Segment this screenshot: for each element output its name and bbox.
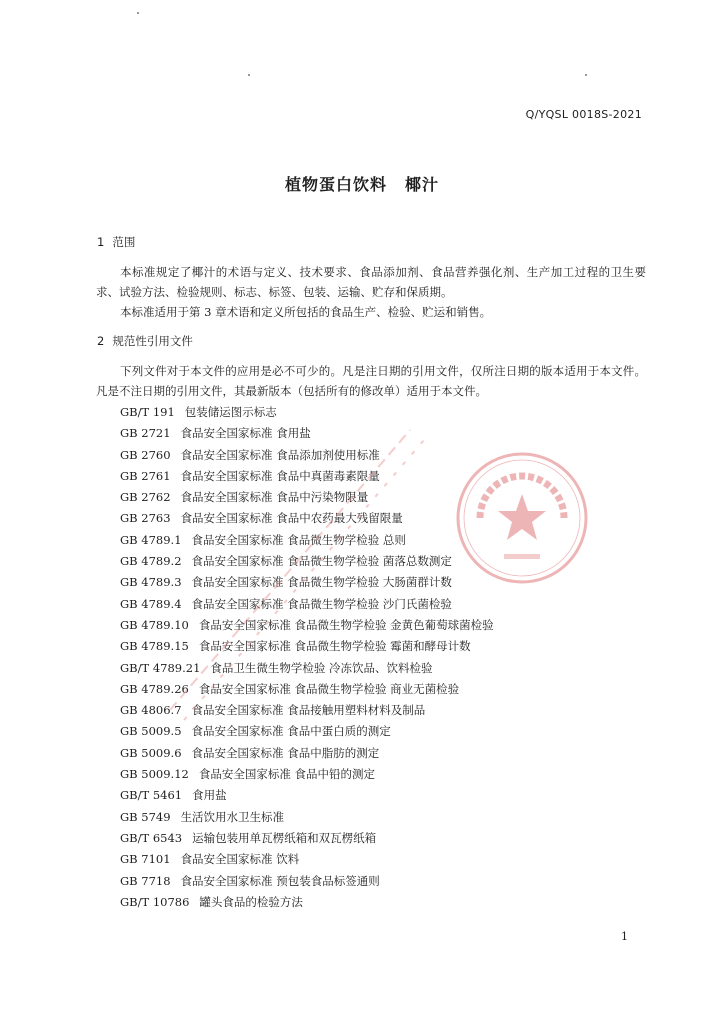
reference-name: 食用盐 <box>192 788 227 803</box>
reference-name: 食品安全国家标准 食品中污染物限量 <box>180 490 369 505</box>
section-title: 范围 <box>112 235 136 249</box>
reference-item <box>120 787 494 808</box>
reference-code: GB 5749 <box>120 809 171 824</box>
reference-name: 食品安全国家标准 食品接触用塑料材料及制品 <box>191 703 426 718</box>
reference-code: GB 4806.7 <box>120 703 182 718</box>
reference-name: 食品安全国家标准 食品添加剂使用标准 <box>180 447 380 462</box>
reference-name: 食品安全国家标准 食品中铅的测定 <box>198 767 376 782</box>
reference-code: GB 5009.5 <box>120 724 182 739</box>
reference-code: GB/T 191 <box>120 405 175 419</box>
reference-code: GB 4789.3 <box>120 575 182 590</box>
scan-speck <box>248 74 250 76</box>
reference-code: GB 7101 <box>120 852 171 867</box>
reference-name: 运输包装用单瓦楞纸箱和双瓦楞纸箱 <box>192 830 377 845</box>
reference-item <box>120 851 494 872</box>
reference-code: GB 2763 <box>120 511 171 526</box>
reference-name: 食品安全国家标准 食品微生物学检验 商业无菌检验 <box>198 681 460 696</box>
reference-code: GB/T 4789.21 <box>120 660 201 675</box>
reference-name: 罐头食品的检验方法 <box>199 894 303 909</box>
scan-speck <box>137 12 139 14</box>
reference-item <box>120 809 494 830</box>
reference-item <box>120 894 494 915</box>
page-number: 1 <box>621 930 628 943</box>
reference-code: GB 5009.12 <box>120 767 189 782</box>
company-seal-icon <box>452 448 592 588</box>
reference-name: 食品安全国家标准 食品微生物学检验 霉菌和酵母计数 <box>198 639 471 654</box>
section-heading-scope <box>97 234 135 250</box>
scope-paragraph-1: 本标准规定了椰汁的术语与定义、技术要求、食品添加剂、食品营养强化剂、生产加工过程的卫生要求、试验方法、检验规则、标志、标签、包装、运输、贮存和保质期。 <box>96 265 646 299</box>
reference-code: GB 4789.1 <box>120 532 182 547</box>
reference-name: 包装储运图示标志 <box>184 405 277 419</box>
document-title <box>0 172 724 195</box>
title-part-1: 植物蛋白饮料 <box>284 175 387 194</box>
reference-name: 食品安全国家标准 食品微生物学检验 金黄色葡萄球菌检验 <box>198 617 494 632</box>
reference-name: 食品安全国家标准 食用盐 <box>180 426 311 441</box>
reference-name: 食品安全国家标准 食品微生物学检验 总则 <box>191 532 406 547</box>
section-number: 1 <box>97 235 105 249</box>
section-number: 2 <box>97 334 105 348</box>
reference-name: 食品安全国家标准 预包装食品标签通则 <box>180 873 380 888</box>
reference-name: 食品安全国家标准 食品中真菌毒素限量 <box>180 468 380 483</box>
scan-speck <box>585 74 587 76</box>
reference-name: 食品安全国家标准 食品中蛋白质的测定 <box>191 724 391 739</box>
reference-code: GB 4789.15 <box>120 639 189 654</box>
reference-name: 食品安全国家标准 食品中农药最大残留限量 <box>180 511 403 526</box>
reference-name: 生活饮用水卫生标准 <box>180 809 285 824</box>
reference-item <box>120 745 494 766</box>
reference-name: 食品安全国家标准 食品微生物学检验 大肠菌群计数 <box>191 575 452 590</box>
reference-code: GB/T 6543 <box>120 830 183 845</box>
section-title: 规范性引用文件 <box>112 334 193 348</box>
reference-name: 食品安全国家标准 食品微生物学检验 菌落总数测定 <box>191 554 452 569</box>
section-heading-references <box>97 333 193 349</box>
reference-code: GB 4789.2 <box>120 554 182 569</box>
reference-code: GB 2762 <box>120 490 171 505</box>
watermark-stamp-icon <box>150 410 470 740</box>
reference-name: 食品安全国家标准 食品微生物学检验 沙门氏菌检验 <box>191 596 452 611</box>
reference-code: GB 4789.26 <box>120 681 189 696</box>
reference-code: GB 4789.10 <box>120 617 189 632</box>
reference-code: GB/T 10786 <box>120 894 190 909</box>
reference-item <box>120 830 494 851</box>
references-intro: 下列文件对于本文件的应用是必不可少的。凡是注日期的引用文件，仅所注日期的版本适用于本文件。凡是不注日期的引用文件，其最新版本（包括所有的修改单）适用于本文件。 <box>96 364 646 398</box>
reference-item <box>120 766 494 787</box>
title-part-2: 椰汁 <box>405 175 440 194</box>
reference-item <box>120 873 494 894</box>
reference-code: GB 2721 <box>120 426 171 441</box>
reference-code: GB/T 5461 <box>120 788 183 803</box>
reference-code: GB 2760 <box>120 447 171 462</box>
reference-name: 食品安全国家标准 食品中脂肪的测定 <box>191 745 380 760</box>
standard-code: Q/YQSL 0018S-2021 <box>525 108 642 121</box>
reference-code: GB 4789.4 <box>120 596 182 611</box>
scope-paragraph-2: 本标准适用于第 3 章术语和定义所包括的食品生产、检验、贮运和销售。 <box>120 305 492 319</box>
reference-code: GB 7718 <box>120 873 171 888</box>
reference-name: 食品卫生微生物学检验 冷冻饮品、饮料检验 <box>210 660 433 675</box>
reference-name: 食品安全国家标准 饮料 <box>180 852 300 867</box>
reference-code: GB 2761 <box>120 468 171 483</box>
reference-code: GB 5009.6 <box>120 745 182 760</box>
